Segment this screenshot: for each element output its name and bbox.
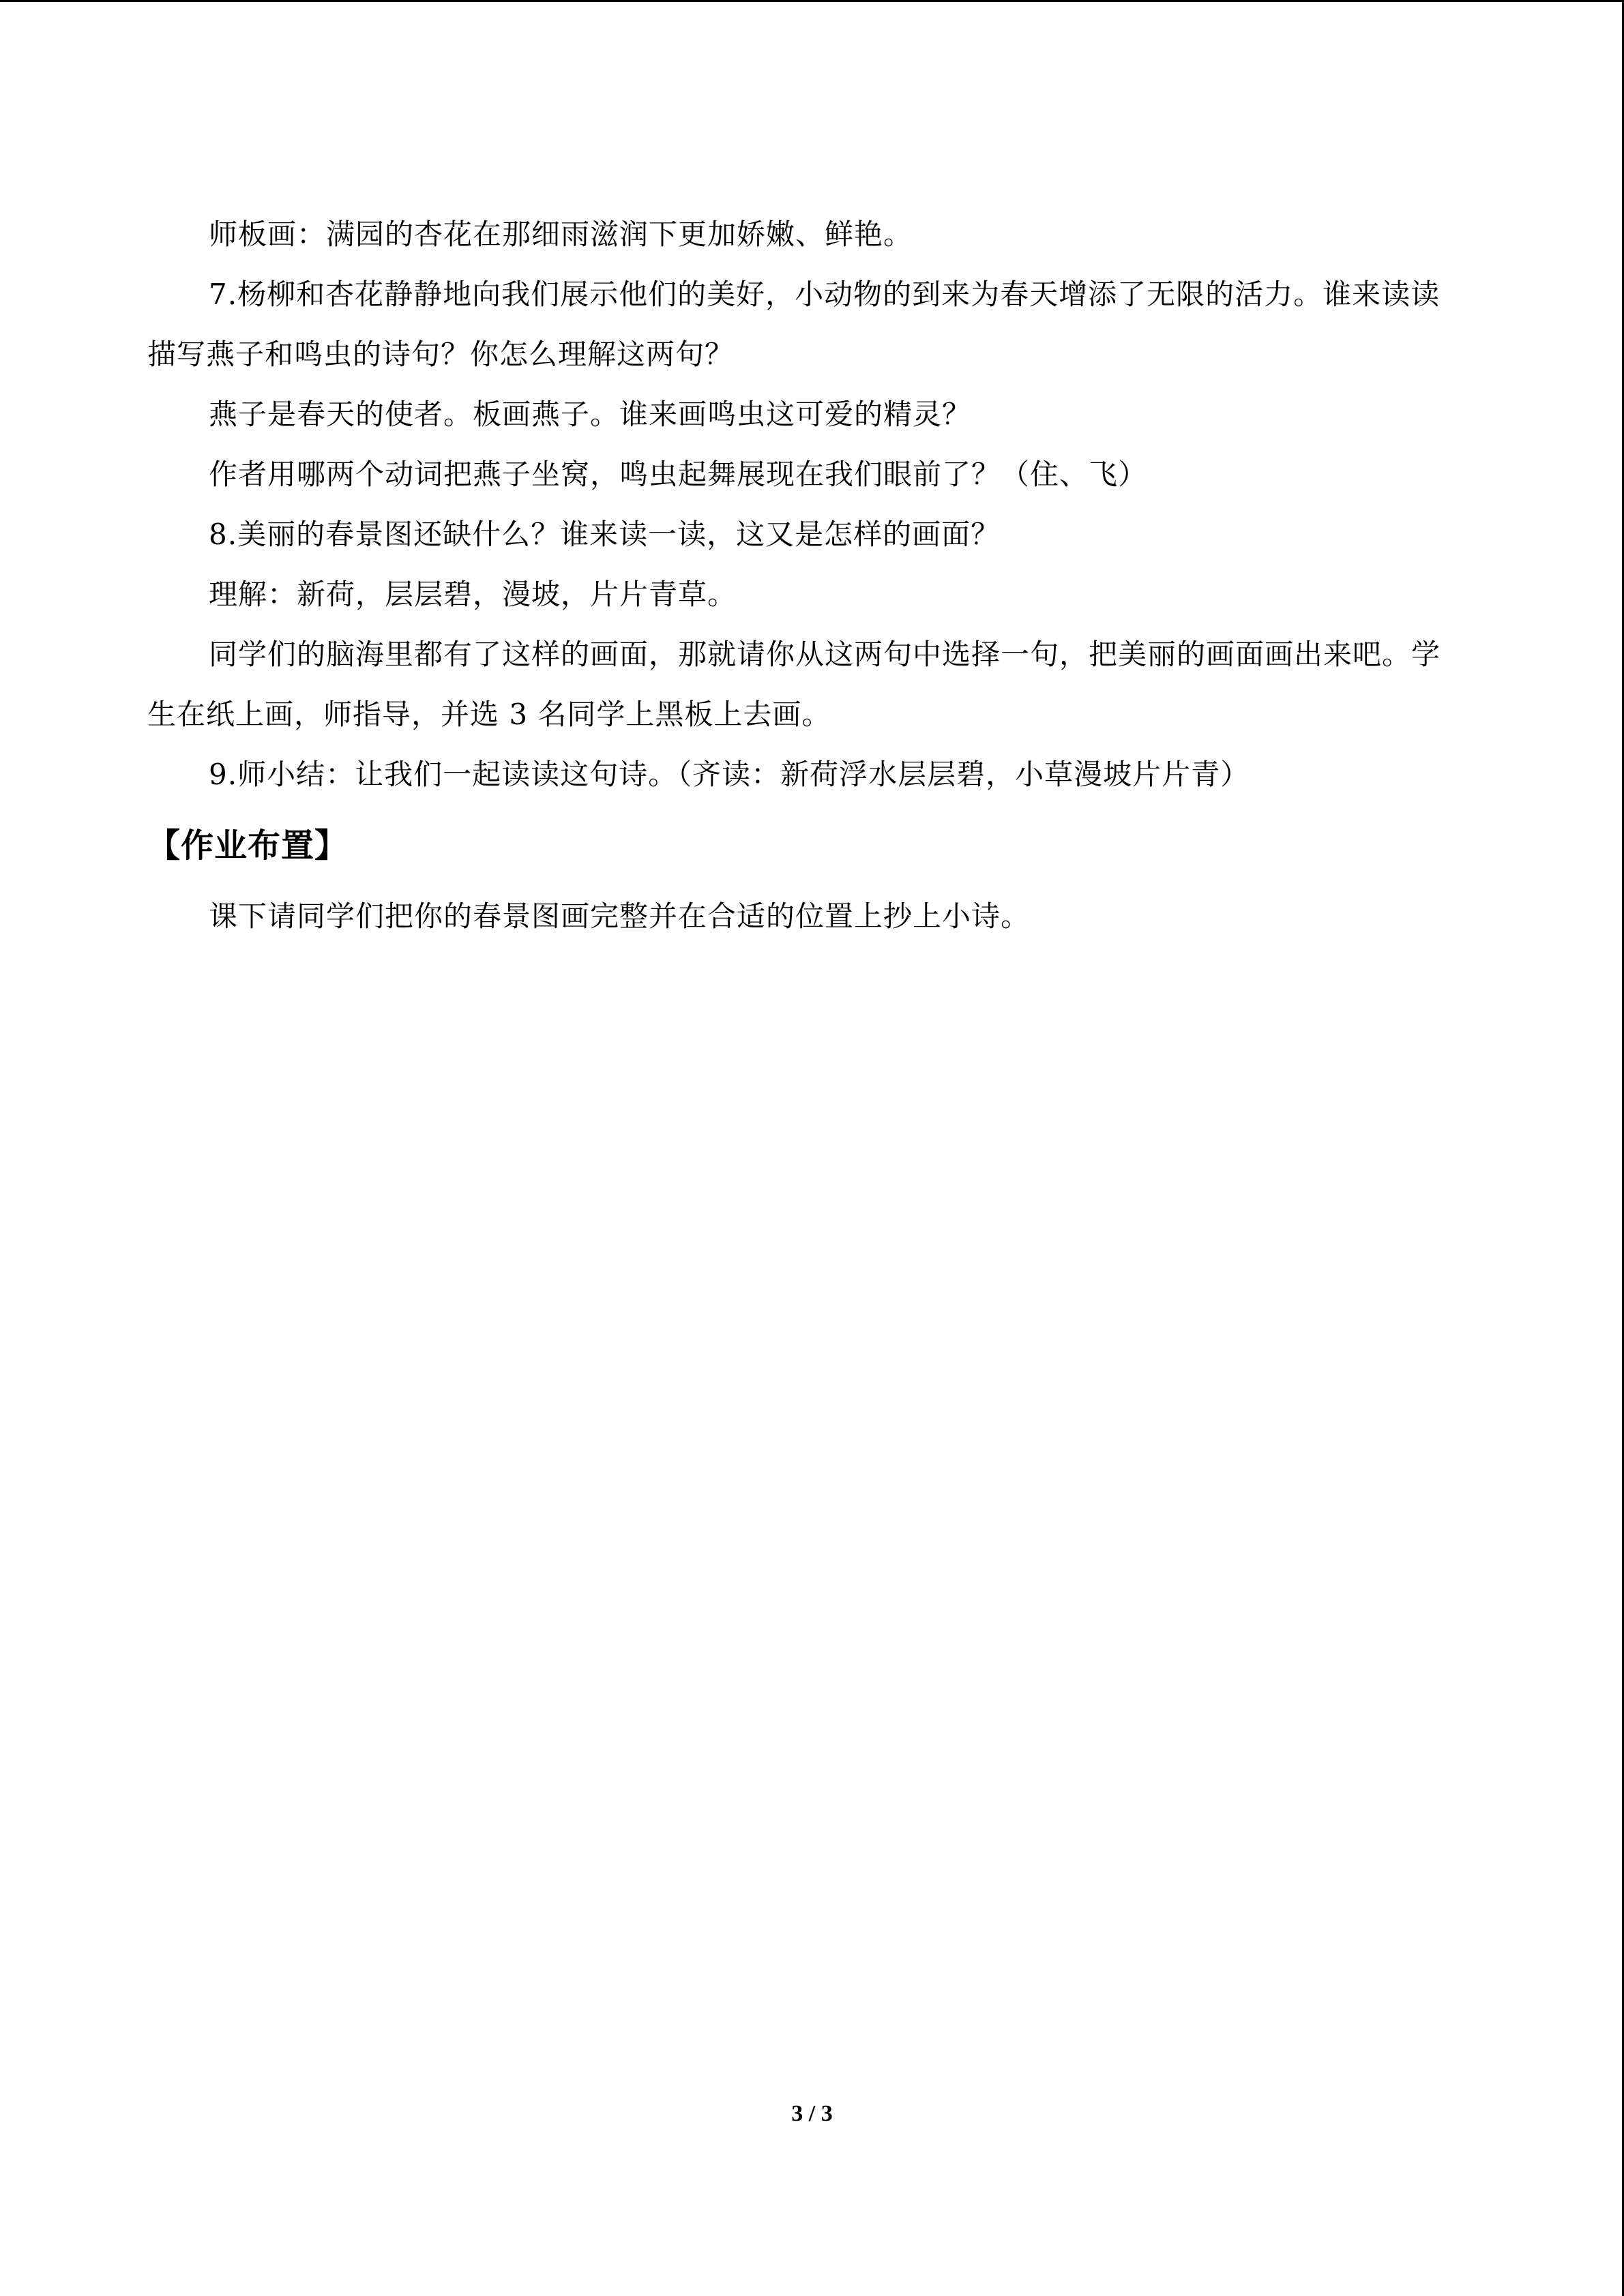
paragraph-drawing-activity: 同学们的脑海里都有了这样的画面，那就请你从这两句中选择一句，把美丽的画面画出来吧。学生在纸上画，师指导，并选 3 名同学上黑板上去画。: [147, 638, 1441, 731]
document-body: [147, 205, 1464, 946]
paragraph-swallow: 燕子是春天的使者。板画燕子。谁来画鸣虫这可爱的精灵？: [209, 398, 972, 431]
homework-text: 课下请同学们把你的春景图画完整并在合适的位置上抄上小诗。: [209, 899, 1031, 933]
paragraph-step-9: 9.师小结：让我们一起读读这句诗。（齐读：新荷浮水层层碧，小草漫坡片片青）: [209, 758, 1250, 791]
homework-heading: 【作业布置】: [147, 826, 349, 865]
paragraph-teacher-drawing: 师板画：满园的杏花在那细雨滋润下更加娇嫩、鲜艳。: [209, 218, 913, 251]
paragraph-verbs-question: 作者用哪两个动词把燕子坐窝，鸣虫起舞展现在我们眼前了？（住、飞）: [209, 458, 1148, 491]
paragraph-step-8: 8.美丽的春景图还缺什么？谁来读一读，这又是怎样的画面？: [209, 518, 1001, 551]
paragraph-understanding: 理解：新荷，层层碧，漫坡，片片青草。: [209, 578, 737, 611]
paragraph-step-7: 7.杨柳和杏花静静地向我们展示他们的美好，小动物的到来为春天增添了无限的活力。谁来读读描写燕子和鸣虫的诗句？你怎么理解这两句？: [147, 278, 1441, 371]
page-number: 3 / 3: [791, 2101, 833, 2126]
